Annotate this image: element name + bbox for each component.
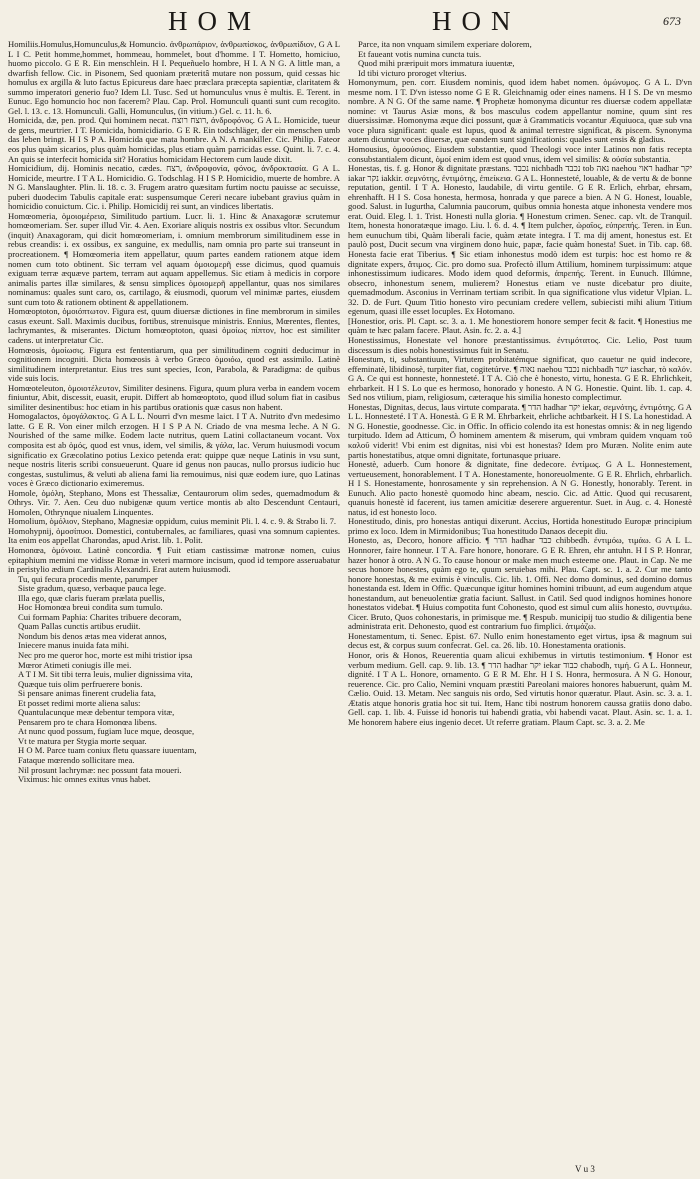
entry-paragraph: Homonœa, ὁμόνοια. Latinè concordia. ¶ Fuit etiam castissimæ matronæ nomen, cuius epitaphium memini me vidisse Romæ in veteri marmore incisum, quod id tempore asseruabatur in peristylio ædium Cardinalis Alexandri. Erat autem huiusmodi. [8,544,340,575]
entry-paragraph: Honestum, ti, substantiuum, Virtutem probitatémque significat, quo cauetur ne quid indecore, effeminatè, libidinosè, turpiter fiat, cogitetúrve. ¶ נאוה naehou נכבד nichbadh ישר iaschar, τὸ καλόν. G A. Ce qui est honneste, honnesteté. I T A. Ciò che è honesto, virtu, honesta. G E R. Ehrlichkeit, ehrbarkeit. H I S. Lo que es hermoso, honorado y honesto. A N G. Honestie. Quint. lib. 1. cap. 4. Sed nos vtilium, piam, religiosum, cæteraque his similia honesto complectimur. [348,354,692,403]
entry-paragraph: [Honestior, oris. Pl. Capt. sc. 3. a. 1. Me honestiorem honore semper fecit & facit. ¶ Honestius me quàm te hæc palam facere. Plaut. Asin. fc. 2. a. 4.] [348,315,692,336]
right-column [348,40,692,1164]
entry-paragraph: Honestitudo, dinis, pro honestas antiqui dixerunt. Accius, Hortida honestitudo Europæ principium primo ex loco. Idem in Mirmidonibus; Tua honestitudo Danaos decepit diu. [348,516,692,536]
running-header [0,4,700,38]
entry-paragraph: Iniecere manus inuida fata mihi. [18,640,129,651]
entry-paragraph: Cui formam Paphia: Charites tribuere decoram, [18,611,182,622]
entry-paragraph: At nunc quod possum, fugiam luce mque, deosque, [18,726,195,737]
entry-paragraph: Honestamentum, ti. Senec. Epist. 67. Nullo enim honestamento eget virtus, ipsa & magnum sui decus est, & corpus suum confecrat. Gel. ca. 26. lib. 10. Honestamenta orationis. [348,630,692,651]
entry-paragraph: Homiliis.Homulus,Homunculus,& Homuncio. ἀνθρωπάριον, ἀνθρωπίσκος, ἀνθρωπίδιον, G A L L I C. Petit homme,hommet, hommeau, hommelet, bout d'homme. I T. Hometto, homiciuo, huomo piccolo. G E R. Ein menschlein. H I. Pequeñuelo hombre, H I. A N G. A little man, a dwarfish fellow. Cic. in Pisonem, Sed quoniam præteritâ mutare non possum, quid cessas hic homulus ex argilla & luto factus Epicureus dare haec præclara præcepta sapientiæ, claritatem & summo imperatori generio fuo? Idem Ll. Tusc. Sed ut homunculus vnus è multis. E. Terent. in Eunuc. Ego homuncio hoc non facerem? Plau. Cap. Prol. Homunculi quanti sunt cum recogito. Gel. l. 13. c. 13. Homunculi. Galli, Homunculus, (in vitium.) Gel. c. 11. h. 6. [8,40,340,116]
entry-paragraph: H O M. Parce tuam coniux fletu quassare iuuentam, [18,745,197,756]
entry-paragraph: Nil prosunt lachrymæ: nec possunt fata moueri. [18,764,182,775]
header-right-guideword: HON [432,6,521,36]
entry-paragraph: Homousius, ὁμοούσιος. Eiusdem substantiæ, quod Theologi voce inter Latinos non fatis recepta consubstantialem dicunt, ὁμοί enim idem est quod vnus, idem vel similis: & οὐσία substantia. [348,144,692,164]
signature-mark: V u 3 [575,1164,595,1174]
entry-paragraph: Homœoteleuton, ὁμοιοτέλευτον, Similiter desinens. Figura, quum plura verba in eandem vocem finiuntur, Abit, discessit, euasit, erupit. Differt ab homœoptoto, quod illud solum fiat in casibus similiter desinentibus: hoc etiam in his partibus orationis quæ casus non habent. [8,382,340,412]
entry-paragraph: Fataque mœrendo sollicitare mea. [18,755,135,766]
entry-paragraph: Quam Pallas cunctis artibus erudiit. [18,621,141,632]
entry-paragraph: Si pensare animas finerent crudelia fata, [18,688,156,699]
header-left-guideword: HOM [168,6,262,36]
entry-paragraph: Siste gradum, quæso, verbaque pauca lege. [18,583,166,594]
entry-paragraph: Homogalactos, ὁμογάλακτος. G A L L. Nourri d'vn mesme laict. I T A. Nutrito d'vn medesimo latte. G E R. Von einer milch erzogen. H I S P A N. Criado de vna mesma leche. A N G. Nourished of the same milke. Eodem lacte nutritus, quem Latini collactaneum vocant. Vox composita est ab ὁμός, quod est vnus, idem, vel similis, & γάλα, lac. Verum huiusmodi vocum significatio ex Græcolatino potius Lexico petenda erat: quippe quæ neque Latinis in vsu sunt, neque nostris literis scribi consueuerunt. Quare id genus non paucas, nullo prorsus iudicio huc congestas, sustulimus, & veluti ab aliena fami lia remouimus, nisi quæ eodem iure, quo Latinas voces è Græco dictionario eximeremus. [8,411,340,489]
entry-paragraph: Illa ego, quæ claris fueram prælata puellis, [18,592,165,603]
entry-paragraph: Quod mihi præripuit mors immatura iuuentæ, [358,58,515,69]
entry-paragraph: Et posset redimi morte aliena salus: [18,697,141,708]
entry-paragraph: Homœomeria, ὁμοιομέρεια, Similitudo partium. Lucr. li. 1. Hinc & Anaxagoræ scrutemur homœomeriam. Ser. super illud Vir. 4. Aen. Exoriare aliquis nostris ex ossibus vltor. Secundum (inquit) Anaxagoram, qui dicit homœomeriam, i. omnium membrorum similitudinem esse in rebus creandis: i. ex ossibus, ex sanguine, ex medullis, nam omnia pro parte sui transeunt in procreationem. ¶ Homœomeria item appellatur, quum partes eandem rationem atque idem nomen cum toto obtinent. Sic terram vel aquam ὁμοιομερῆ esse dicimus, quod quamuis exiguam terræ æquæve partem, terram aut aquam appellemus. Sic etiam à medicis in corpore animalis partes illæ similares, & sensu simplices ὁμοιομερῆ appellantur, quas nos similares nominamus: quales sunt caro, os, cartilago, & eiusmodi, quorum vel minimæ partes, eiusdem sunt cum toto & rationem obtinent & appellationem. [8,210,340,307]
entry-paragraph: Nec pro me queror hoc, morte est mihi tristior ipsa [18,650,193,660]
entry-paragraph: Hoc Homonœa breui condita sum tumulo. [18,602,163,613]
entry-paragraph: Honestè, aduerb. Cum honore & dignitate, fine dedecore. ἐντίμως. G A L. Honnestement, vertueusement, honorablement. I T A. Honestamente, honoreuolmente. G E R. Ehrlich, ehrbarlich. H I S. Honestamente, honrosamente y sin reprehension. A N G. Honestly, honorably. Terent. in Eunuch. Alio pacto honestè quomodo hinc abeam, nescio. Cic. ad Attic. Quod qui recusarent, quanuis honestè id facerent, ius tamen amicitiæ deserere arguerentur. Suet. in Aug. c. 4. Honestè natus, id est honesto loco. [348,459,692,517]
entry-paragraph: Honestas, tis. f. g. Honor & dignitate præstans. נכבד nichbadh נכבד tob נאה naehou ראוי hadhar יקר iakar נקר iakkir. σεμνότης, ἐντιμότης, ἐπιείκεια. G A L. Honnesteté, louable, & de vertu & de bonne reputation, gentil. I T A. Honesto, laudabile, di virtu gentile. G E R. Erlich, ehrbar, ehrsam, ehrenhafft. H I S. Cosa honesta, hermosa, honrada y que parece a bien. A N G. Honest, louable, good. Salust. in Iugurtha, Calumnia paucorum, quibus omnia honesta atque inhonesta vendere mos erat. Ouid. Eleg. l. 1. Trist. Honesti nulla gloria. ¶ Honestum crimen. Senec. cap. vlt. de Tranquil. Item, honesta honoratæque imago. Liu. l. 6. d. 4. ¶ Item pulcher, ὡραῖος, εὐπρεπής. Teren. in Eun. hem eunuchum tibi, Quàm liberali facie, quàm ætate integra. I T. ma dij ament, honestus est. Et paulò post, Ducit secum vna virginem dono huic, papæ, facie quàm honesta! Suet. in Tib. cap. 68. Honesta facie erat Tiberius. ¶ Sic etiam inhonestus modò idem est turpis: hoc est homo re & dignitate expers, ἄτιμος. Cic. pro domo sua. Profectò illum Attilium, hominem turpissimum: atque inhonestissimum iudicares. Modo idem quod deformis, ἀπρεπής. Terent. in Eunuch. Illúmne, obsecro, inhonestum senem, mulierem? Honestus etiam ve nuste dicebatur pro diuite, quemadmodum. Asconius in Verrinam tertiam scribit. In qua significatione vlus videtur Vlpian. L. 32. D. de Furt. Quum Titio honesto viro pecuniam credere vellem, subiecisti mihi alium Titium egenum, quasi ille esset locuples. Ex Hotomano. [348,163,692,317]
entry-paragraph: A T I M. Sit tibi terra leuis, mulier dignissima vita, [18,669,193,680]
entry-paragraph: Quæque tuis olim perfruerere bonis. [18,678,143,689]
entry-paragraph: Honestissimus, Honestate vel honore præstantissimus. ἐντιμότατος. Cic. Lelio, Post tuum discessum is dies nobis honestissimus fuit in Senatu. [348,334,692,355]
entry-paragraph: Parce, ita non vnquam similem experiare dolorem, [358,40,532,49]
entry-paragraph: Et faueant votis numina cuncta tuis. [358,48,482,59]
entry-paragraph: Mœror Atimeti coniugis ille mei. [18,659,132,670]
left-column [8,40,340,1164]
entry-paragraph: Homonymum, pen. corr. Eiusdem nominis, quod idem habet nomen. ὁμώνυμος. G A L. D'vn mesme nom. I T. D'vn istesso nome G E R. Gleichnamig oder eines namens. H I S. De vn mesmo nombre. A N G. Of the same name. ¶ Prophetæ homonyma dicuntur res diuersæ codem appellatæ nomine: vt Taurus Asiæ mons, & bos masculus codem appellantur nomine, quum sint res diuersissimæ. Homonyma æque dici possunt, quæ à Grammaticis vocantur Æquiuoca, quæ sub vna voce plura significant: quale est lupus, quod & animal terrestre significat, & piscem. Synonyma autem dicuntur voces diuersæ, quæ eandem sunt significationis: quales sunt ensis & gladius. [348,77,692,145]
entry-paragraph: Quantulacunque meæ debentur tempora vitæ, [18,707,175,718]
entry-paragraph: Honesto, as, Decoro, honore afficio. ¶ הדר hadhar כבד chibbedh. ἐντιμόω, τιμάω. G A L L. Honnorer, faire honneur. I T A. Fare honore, honorare. G E R. Ehren, ehr antuhn. H I S P. Honrar, hazer honor à otro. A N G. To cause honour or make men much esteeme one. Plaut. in Cap. Ne me secus honore honestes, quàm ego te, quum seruiebas mihi. Plau. Capt. sc. 1. a. 2. Cur me tanto honore honestas, & me eximis è vinculis. Cic. lib. 1. Offi. Nec domo dominus, sed domino domus honestanda est. Idem in Offic. Quæcunque igitur homines homini tribuunt, ad eum augendum atque honestandum, aut beneuolentiæ gratia faciunt. Sallust. in Catil. Sed quod indignos homines honore honestatos videbat. ¶ Huius compotita funt Cohonesto, quod est simul cum aliis honesto, συντιμάω. Cicer. Bruto, Quos cohonestaris, in primisque me. ¶ Respub. municipij tuo studio & diligentia bene administrata erit. Dehonesto, quod est contrarium fuo fimplici. ἀτιμάζω. [348,535,692,632]
page-number: 673 [663,14,681,28]
entry-paragraph: Homohypnij, ὁμοσίπυοι. Domestici, contubernales, ac familiares, quasi vna somnum capientes. Ita enim eos appellat Charondas, apud Arist. lib. 1. Polit. [8,525,340,546]
entry-paragraph: Homolium, ὁμόλιον, Stephano, Magnesiæ oppidum, cuius meminit Pli. l. 4. c. 9. & Strabo li. 7. [8,516,337,527]
entry-paragraph: Tu, qui fecura procedis mente, parumper [18,573,158,584]
entry-paragraph: Homicidium, dij. Hominis necatio, cædes. רצח, ἀνδροφονία, φόνος, ἀνδροκτασία. G A L. Homicide, meurtre. I T A L. Homicidio. G. Todschlag. H I S P. Homicidio, muerte de hombre. A N G. Manslaughter. Plin. li. 18. c. 3. Frugem aratro quæsitam furtim noctu pauisse ac secuisse, puberi duodecim Tabulis capitale erat: suspensumque Cereri necare iubebant gravius quàm in homicidio conuictum. Cic. i. Philip. Homicidij rei sunt, an vindices libertatis. [8,163,340,212]
entry-paragraph: Nondum bis denos ætas mea viderat annos, [18,630,167,641]
entry-paragraph: Viximus: hic omnes exitus vnus habet. [18,774,151,785]
entry-paragraph: Homole, ὁμόλη, Stephano, Mons est Thessaliæ, Centaurorum olim sedes, quemadmodum & Othrys. Vir. 7. Aen. Ceu duo nubigenæ quum vertice montis ab alto Descendunt Centauri, Homolen, Othrynque niualem Linquentes. [8,487,340,517]
entry-paragraph: Pensarem pro te chara Homonœa libens. [18,716,157,727]
entry-paragraph: Honestas, Dignitas, decus, laus virtute comparata. ¶ הדר hadhar יקר iekar, σεμνότης, ἐντιμότης. G A L L. Honnesteté. I T A. Honestà. G E R M. Ehrbarkeit, ehrliche achtbarkeit. H I S. La honestidad. A N G. Honestie, goodnesse. Cic. in Offic. In officio colendo ita est honestas omnis: & in neg ligendo turpitudo. Idem ad Atticum, Ö hominem amentem & miserum, qui vmbram quidem vnquam τοῦ καλοῦ viderit! Vbi enim est dignitas, nisi vbi est honestas? Idem pro Muræn. Nolite enim aute partis honestatibus, atque omni dignitate, fortunasque priuare. [348,401,692,460]
entry-paragraph: Homœoptoton, ὁμοιόπτωτον. Figura est, quum diuersæ dictiones in fine membrorum in similes casus exeunt. Sall. Maximis ducibus, fortibus, strenuisque ministris. Ennius, Mœrentes, flentes, lachrymantes, & miserantes. Dictum homœoptoton, quasi ὁμοίως πίπτον, hoc est similiter cadens. ut interpretatur Cic. [8,306,340,345]
entry-paragraph: Homicida, dæ, pen. prod. Qui hominem necat. רוצח רוצח, ἀνδροφόνος. G A L. Homicide, tueur de gens, meurtrier. I T. Homicida, homicidiario. G E R. Ein todschläger, der ein menschen umb das leben bringt. H I S P A. Homicida que mata hombre. A N. A mankiller. Cic. Philip. Fateor eos plus quàm sicarios, plus quàm homicidas, plus etiam quàm parricidas esse. Quint. li. 7. c. 4. An quis se interfecit homicida sit? Horatius homicidam Hectorem cum laude dixit. [8,115,340,164]
entry-paragraph: Vt te matura per Stygia morte sequar. [18,735,147,746]
entry-paragraph: Honor, oris & Honos, Reuerentia quam alicui exhibemus in virtutis testimonium. ¶ Honor est verbum medium. Gell. cap. 9. lib. 13. ¶ הדר hadhar יקר iekar כבוד chabodh, τιμή. G A L. Honneur, dignité. I T A L. Honore, ornamento. G E R M. Ehr. H I S. Honra, hermosura. A N G. Honour, reuerence. Cic. pro Calio, Nemini vnquam præstiti Pareolani maiores honores habuerunt, quàm M. Cælio. Ouid. 13. Metam. Nec sanguis nis ordo, Sed virtutis honor quæratur. Plaut. Asin. sc. 3. a. 1. Ætatis atque honoris gratia hoc sit tui. Item, Hanc tibi nostrum honorem caussa gratiis dono dabo. Gell. cap. 1. lib. 4. Fuisse id honoris tui habendi gratia, vbi habendi vacat. Plaut. Asin. sc. 1. a. 1. Me honorem habere eius ingenio decet. Ut referre gratiam. Plaum Capt. sc. 3. a. 2. Me [348,650,692,727]
entry-paragraph: Id tibi victuro proroget vlterius. [358,67,467,78]
entry-paragraph: Homœosis, ὁμοίωσις. Figura est fententiarum, qua per similitudinem cogniti deducimur in cognitionem incogniti. Dicta homœosis à verbo Græco ὁμοιόω, quod est assimilo. Latinè similitudinem interpretantur. Eius tres sunt species, Icon, Parabola, & Paradigma: de quibus vide suis locis. [8,344,340,384]
